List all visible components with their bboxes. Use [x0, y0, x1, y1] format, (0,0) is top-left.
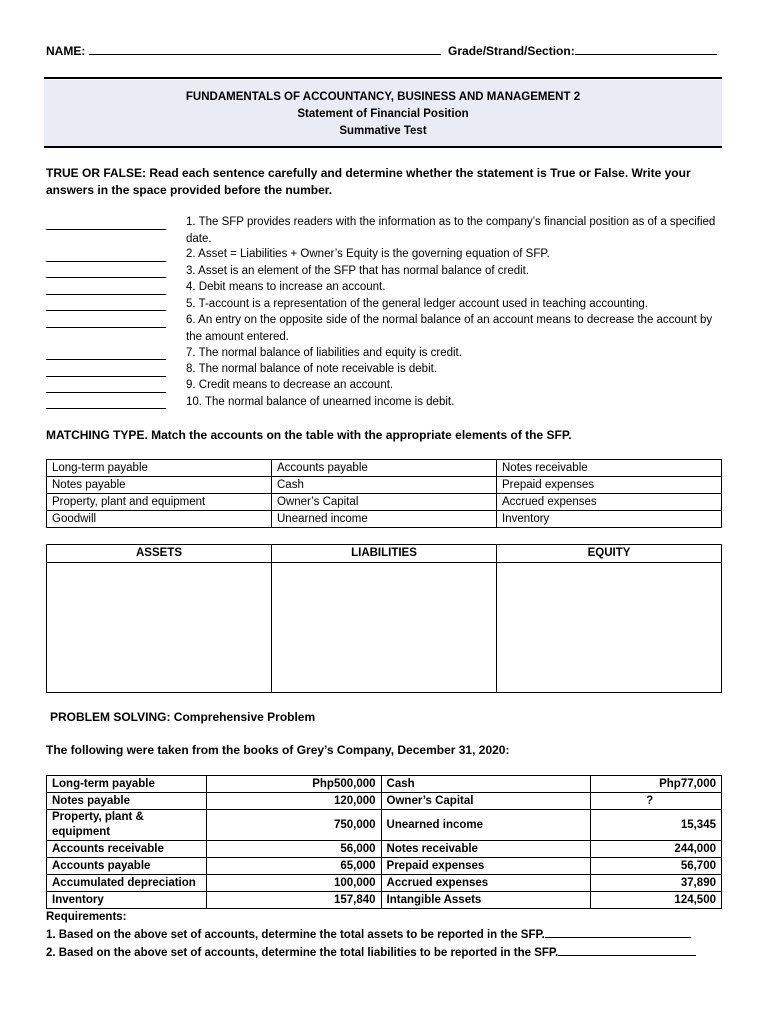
sfp-elements-table [46, 544, 722, 693]
table-cell: Notes receivable [381, 841, 591, 858]
tf-statement-1: 1. The SFP provides readers with the information as to the company’s financial position as of a specified date. [186, 216, 716, 245]
requirements-label: Requirements: [46, 911, 127, 923]
topic-title: Statement of Financial Position [297, 108, 469, 120]
table-row [47, 892, 722, 909]
table-cell: 750,000 [206, 810, 381, 841]
test-title: Summative Test [339, 125, 427, 137]
equity-header: EQUITY [497, 545, 722, 563]
requirement-2 [46, 944, 696, 962]
answer-blank-5[interactable] [46, 309, 166, 311]
table-cell: Owner’s Capital [381, 793, 591, 810]
requirement-1-answer[interactable] [545, 926, 691, 938]
answer-blank-1[interactable] [46, 228, 166, 230]
table-cell: Accrued expenses [497, 494, 722, 511]
problem-intro: The following were taken from the books of Grey’s Company, December 31, 2020: [46, 743, 510, 757]
true-false-instructions: TRUE OR FALSE: Read each sentence carefully and determine whether the statement is True or False. Write your answers in the space provided before the number. [46, 166, 691, 197]
answer-blank-10[interactable] [46, 407, 166, 409]
requirement-2-answer[interactable] [558, 944, 696, 956]
requirement-1-text: 1. Based on the above set of accounts, determine the total assets to be reported in the SFP. [46, 929, 545, 941]
table-cell: Goodwill [47, 511, 272, 528]
section-field[interactable] [575, 42, 717, 55]
problem-solving-title: PROBLEM SOLVING: Comprehensive Problem [50, 710, 316, 724]
table-cell: Notes payable [47, 477, 272, 494]
tf-statement-6: 6. An entry on the opposite side of the normal balance of an account means to decrease the account by the amount entered. [186, 314, 713, 343]
table-cell: 37,890 [591, 875, 722, 892]
table-cell: ? [591, 793, 722, 810]
table-cell: Long-term payable [47, 460, 272, 477]
table-cell: Cash [381, 776, 591, 793]
section-label: Grade/Strand/Section: [448, 44, 575, 58]
table-cell: Inventory [497, 511, 722, 528]
tf-statement-2: 2. Asset = Liabilities + Owner’s Equity is the governing equation of SFP. [186, 248, 550, 260]
course-title: FUNDAMENTALS OF ACCOUNTANCY, BUSINESS AND MANAGEMENT 2 [185, 91, 581, 103]
table-cell: Intangible Assets [381, 892, 591, 909]
table-cell: Accrued expenses [381, 875, 591, 892]
table-cell: 120,000 [206, 793, 381, 810]
table-cell: Long-term payable [47, 776, 207, 793]
answer-blank-2[interactable] [46, 260, 166, 262]
table-row [47, 460, 722, 477]
table-cell: 100,000 [206, 875, 381, 892]
table-cell: 56,700 [591, 858, 722, 875]
table-row [47, 793, 722, 810]
table-cell: 56,000 [206, 841, 381, 858]
table-row [47, 776, 722, 793]
name-row [46, 42, 717, 58]
requirements [46, 909, 696, 962]
answer-blank-9[interactable] [46, 391, 166, 393]
table-cell: Owner’s Capital [272, 494, 497, 511]
top-divider [44, 77, 722, 79]
answer-blank-7[interactable] [46, 358, 166, 360]
table-cell: 244,000 [591, 841, 722, 858]
equity-answer-cell[interactable] [497, 563, 722, 693]
title-box [44, 80, 722, 146]
tf-statement-8: 8. The normal balance of note receivable is debit. [186, 363, 438, 375]
name-field[interactable] [89, 42, 441, 55]
answer-blank-3[interactable] [46, 276, 166, 278]
table-row [47, 858, 722, 875]
table-row [47, 810, 722, 841]
table-cell: 65,000 [206, 858, 381, 875]
table-row [47, 875, 722, 892]
tf-statement-5: 5. T-account is a representation of the general ledger account used in teaching accounting. [186, 298, 649, 310]
table-row [47, 494, 722, 511]
table-cell: Accounts payable [272, 460, 497, 477]
requirement-1 [46, 926, 696, 944]
table-cell: Unearned income [272, 511, 497, 528]
table-cell: 15,345 [591, 810, 722, 841]
table-cell: Prepaid expenses [497, 477, 722, 494]
table-cell: Notes receivable [497, 460, 722, 477]
table-cell: 124,500 [591, 892, 722, 909]
table-cell: Unearned income [381, 810, 591, 841]
table-cell: Property, plant and equipment [47, 494, 272, 511]
tf-statement-9: 9. Credit means to decrease an account. [186, 379, 394, 391]
table-cell: Inventory [47, 892, 207, 909]
table-row [47, 563, 722, 693]
matching-accounts-table [46, 459, 722, 528]
table-cell: Prepaid expenses [381, 858, 591, 875]
books-accounts-table [46, 775, 722, 909]
table-cell: Php77,000 [591, 776, 722, 793]
table-cell: 157,840 [206, 892, 381, 909]
answer-blank-4[interactable] [46, 293, 166, 295]
title-divider [44, 146, 722, 148]
assets-answer-cell[interactable] [47, 563, 272, 693]
liabilities-header: LIABILITIES [272, 545, 497, 563]
table-header-row [47, 545, 722, 563]
tf-statement-7: 7. The normal balance of liabilities and equity is credit. [186, 347, 462, 359]
answer-blank-6[interactable] [46, 326, 166, 328]
table-cell: Cash [272, 477, 497, 494]
table-cell: Accumulated depreciation [47, 875, 207, 892]
matching-instructions: MATCHING TYPE. Match the accounts on the table with the appropriate elements of the SFP. [46, 428, 572, 442]
tf-statement-4: 4. Debit means to increase an account. [186, 281, 386, 293]
table-cell: Property, plant & equipment [47, 810, 207, 841]
liabilities-answer-cell[interactable] [272, 563, 497, 693]
tf-statement-3: 3. Asset is an element of the SFP that has normal balance of credit. [186, 265, 530, 277]
table-cell: Php500,000 [206, 776, 381, 793]
table-row [47, 511, 722, 528]
assets-header: ASSETS [47, 545, 272, 563]
answer-blank-8[interactable] [46, 375, 166, 377]
table-cell: Accounts payable [47, 858, 207, 875]
table-row [47, 841, 722, 858]
table-row [47, 477, 722, 494]
requirement-2-text: 2. Based on the above set of accounts, determine the total liabilities to be reported in the SFP. [46, 947, 559, 959]
table-cell: Accounts receivable [47, 841, 207, 858]
tf-statement-10: 10. The normal balance of unearned income is debit. [186, 396, 455, 408]
name-label: NAME: [46, 44, 86, 58]
table-cell: Notes payable [47, 793, 207, 810]
